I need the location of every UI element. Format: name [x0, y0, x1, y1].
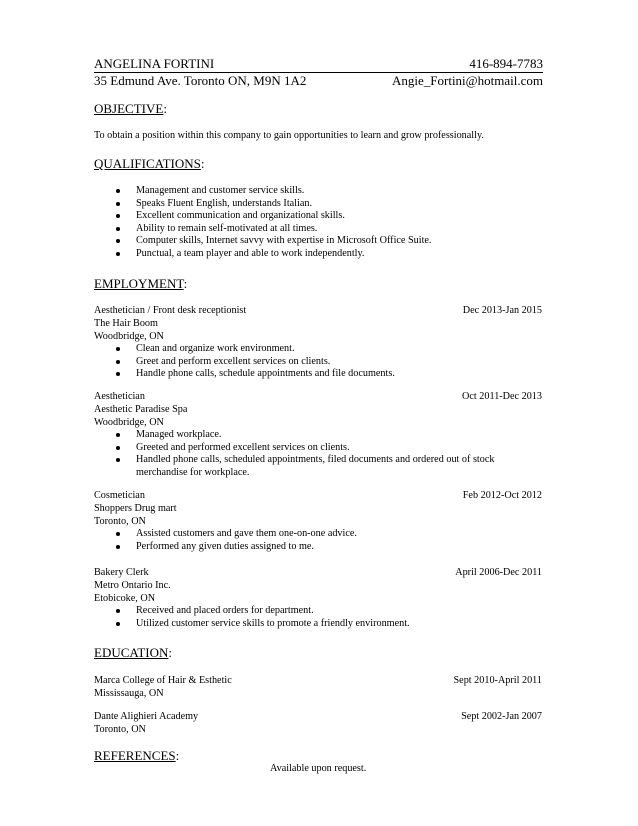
- school-row: [94, 711, 542, 722]
- bullet-icon: [116, 545, 120, 549]
- school-row: [94, 675, 542, 686]
- job-title: Aesthetician: [94, 391, 145, 402]
- school-name: Dante Alighieri Academy: [94, 711, 199, 722]
- school-dates: Sept 2002-Jan 2007: [461, 711, 542, 722]
- bullet-icon: [116, 446, 120, 450]
- objective-heading: OBJECTIVE:: [94, 101, 167, 116]
- employment-heading: EMPLOYMENT:: [94, 276, 188, 291]
- job-location: Toronto, ON: [94, 516, 146, 527]
- job-title-row: [94, 305, 542, 316]
- job-company: Aesthetic Paradise Spa: [94, 404, 188, 415]
- job-duties-list: [116, 429, 516, 479]
- objective-text: To obtain a position within this company to gain opportunities to learn and grow professionally.: [94, 130, 484, 141]
- candidate-name: ANGELINA FORTINI: [94, 56, 215, 71]
- qualifications-list: [116, 185, 431, 261]
- email-address: Angie_Fortini@hotmail.com: [392, 73, 543, 88]
- job-title-row: [94, 567, 542, 578]
- job-company: Metro Ontario Inc.: [94, 580, 171, 591]
- job-duties-list: [116, 343, 395, 381]
- bullet-icon: [116, 532, 120, 536]
- list-item: Assisted customers and gave them one-on-one advice.: [116, 528, 357, 541]
- list-item: Ability to remain self-motivated at all times.: [116, 223, 431, 236]
- bullet-icon: [116, 227, 120, 231]
- references-heading: REFERENCES:: [94, 748, 180, 763]
- job-dates: Feb 2012-Oct 2012: [462, 490, 542, 501]
- school-dates: Sept 2010-April 2011: [453, 675, 542, 686]
- education-heading: EDUCATION:: [94, 645, 173, 660]
- job-title: Aesthetician / Front desk receptionist: [94, 305, 247, 316]
- bullet-icon: [116, 360, 120, 364]
- list-item: Handle phone calls, schedule appointments and file documents.: [116, 368, 395, 381]
- job-location: Etobicoke, ON: [94, 593, 156, 604]
- job-location: Woodbridge, ON: [94, 331, 164, 342]
- job-company: The Hair Boom: [94, 318, 158, 329]
- job-title: Bakery Clerk: [94, 567, 149, 578]
- bullet-icon: [116, 433, 120, 437]
- job-dates: April 2006-Dec 2011: [455, 567, 542, 578]
- qualifications-heading: QUALIFICATIONS:: [94, 156, 205, 171]
- school-name: Marca College of Hair & Esthetic: [94, 675, 232, 686]
- job-duties-list: [116, 528, 357, 553]
- bullet-icon: [116, 609, 120, 613]
- bullet-icon: [116, 347, 120, 351]
- list-item: Computer skills, Internet savvy with expertise in Microsoft Office Suite.: [116, 235, 431, 248]
- bullet-icon: [116, 458, 120, 462]
- school-location: Toronto, ON: [94, 724, 146, 735]
- list-item: Excellent communication and organizational skills.: [116, 210, 431, 223]
- list-item: Managed workplace.: [116, 429, 516, 442]
- job-company: Shoppers Drug mart: [94, 503, 177, 514]
- references-text: Available upon request.: [270, 763, 367, 774]
- street-address: 35 Edmund Ave. Toronto ON, M9N 1A2: [94, 73, 307, 88]
- bullet-icon: [116, 239, 120, 243]
- list-item: Utilized customer service skills to promote a friendly environment.: [116, 618, 410, 631]
- job-dates: Dec 2013-Jan 2015: [462, 305, 542, 316]
- list-item: Greet and perform excellent services on clients.: [116, 356, 395, 369]
- list-item: Performed any given duties assigned to me.: [116, 541, 357, 554]
- bullet-icon: [116, 214, 120, 218]
- bullet-icon: [116, 372, 120, 376]
- bullet-icon: [116, 622, 120, 626]
- list-item: Punctual, a team player and able to work independently.: [116, 248, 431, 261]
- bullet-icon: [116, 202, 120, 206]
- list-item: Clean and organize work environment.: [116, 343, 395, 356]
- job-duties-list: [116, 605, 410, 630]
- job-title-row: [94, 490, 542, 501]
- list-item: Speaks Fluent English, understands Italian.: [116, 198, 431, 211]
- list-item: Management and customer service skills.: [116, 185, 431, 198]
- job-dates: Oct 2011-Dec 2013: [462, 391, 542, 402]
- list-item: Greeted and performed excellent services on clients.: [116, 442, 516, 455]
- phone-number: 416-894-7783: [469, 56, 543, 71]
- list-item: Handled phone calls, scheduled appointments, filed documents and ordered out of stock merchandise for workplace.: [116, 454, 516, 479]
- bullet-icon: [116, 189, 120, 193]
- list-item: Received and placed orders for department.: [116, 605, 410, 618]
- job-title: Cosmetician: [94, 490, 145, 501]
- school-location: Mississauga, ON: [94, 688, 164, 699]
- job-location: Woodbridge, ON: [94, 417, 164, 428]
- job-title-row: [94, 391, 542, 402]
- bullet-icon: [116, 252, 120, 256]
